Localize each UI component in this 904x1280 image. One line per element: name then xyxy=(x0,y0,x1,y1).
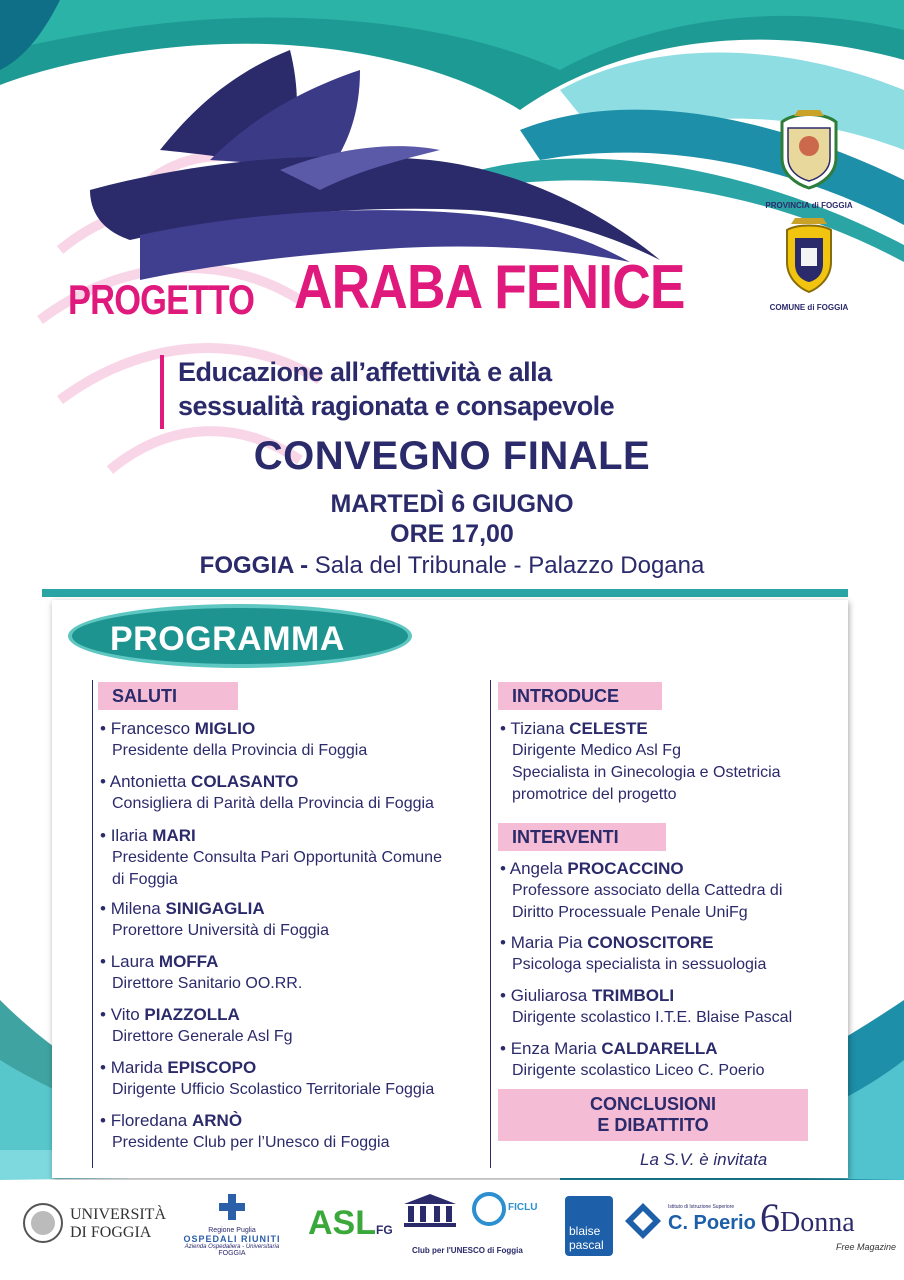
speaker-entry xyxy=(100,1004,475,1048)
speaker-first-name: Angela xyxy=(509,859,563,878)
ospedali-line-3: Azienda Ospedaliera - Universitaria xyxy=(184,1244,280,1250)
speaker-name: • Milena SINIGAGLIA xyxy=(100,899,265,918)
speaker-role: Direttore Generale Asl Fg xyxy=(112,1028,293,1045)
unifg-seal-icon xyxy=(22,1202,64,1244)
speaker-last-name: ARNÒ xyxy=(191,1111,243,1130)
speaker-entry xyxy=(100,951,475,995)
blaise-text-1: blaise xyxy=(569,1224,601,1238)
speaker-role: promotrice del progetto xyxy=(512,786,677,803)
speaker-role: di Foggia xyxy=(112,871,178,888)
speaker-name: • Antonietta COLASANTO xyxy=(100,772,299,791)
speaker-entry xyxy=(100,1057,475,1101)
speaker-entry xyxy=(100,771,475,815)
sponsor-footer xyxy=(0,1180,904,1280)
speaker-name: • Tiziana CELESTE xyxy=(500,719,648,738)
donna-text: Donna xyxy=(780,1207,855,1238)
speaker-role: Diritto Processuale Penale UniFg xyxy=(512,904,748,921)
speaker-name: • Giuliarosa TRIMBOLI xyxy=(500,986,675,1005)
speaker-last-name: PIAZZOLLA xyxy=(144,1005,240,1024)
conclusioni-box xyxy=(498,1089,808,1141)
speaker-first-name: Francesco xyxy=(110,719,191,738)
speaker-role: Professore associato della Cattedra di xyxy=(512,882,783,899)
speaker-entry xyxy=(500,718,875,806)
speaker-first-name: Antonietta xyxy=(109,772,187,791)
speaker-name: • Enza Maria CALDARELLA xyxy=(500,1039,718,1058)
unifg-name-2: DI FOGGIA xyxy=(70,1224,152,1241)
speaker-first-name: Vito xyxy=(110,1005,140,1024)
event-date: MARTEDÌ 6 GIUGNO xyxy=(330,490,574,518)
interventi-label: INTERVENTI xyxy=(498,823,666,851)
introduce-label: INTRODUCE xyxy=(498,682,662,710)
speaker-last-name: SINIGAGLIA xyxy=(165,899,265,918)
speaker-last-name: PROCACCINO xyxy=(567,859,684,878)
saluti-label: SALUTI xyxy=(98,682,238,710)
speaker-entry xyxy=(100,718,475,762)
ospedali-riuniti-logo xyxy=(172,1192,292,1257)
venue-city: FOGGIA - xyxy=(199,552,309,579)
unifg-name-1: UNIVERSITÀ xyxy=(70,1206,166,1223)
speaker-last-name: CALDARELLA xyxy=(601,1039,718,1058)
event-time: ORE 17,00 xyxy=(390,520,514,548)
speaker-entry xyxy=(500,1038,875,1082)
convegno-heading: CONVEGNO FINALE xyxy=(253,434,651,478)
ficlu-text: FICLU xyxy=(508,1202,538,1213)
speaker-role: Presidente della Provincia di Foggia xyxy=(112,742,368,759)
speaker-last-name: CONOSCITORE xyxy=(587,933,714,952)
blaise-pascal-logo xyxy=(565,1196,613,1256)
speaker-name: • Vito PIAZZOLLA xyxy=(100,1005,240,1024)
poerio-small-text: Istituto di Istruzione Superiore xyxy=(668,1204,735,1210)
speaker-first-name: Laura xyxy=(110,952,155,971)
speaker-last-name: COLASANTO xyxy=(191,772,299,791)
comune-caption: COMUNE di FOGGIA xyxy=(769,303,849,312)
ospedali-line-4: FOGGIA xyxy=(218,1250,246,1257)
speaker-last-name: MARI xyxy=(152,826,196,845)
speaker-last-name: TRIMBOLI xyxy=(591,986,675,1005)
provincia-caption: PROVINCIA di FOGGIA xyxy=(765,201,853,210)
speaker-entry xyxy=(500,985,875,1029)
speaker-first-name: Maria Pia xyxy=(510,933,583,952)
programma-label: PROGRAMMA xyxy=(110,620,345,658)
speaker-name: • Francesco MIGLIO xyxy=(100,719,256,738)
speaker-role: Dirigente scolastico Liceo C. Poerio xyxy=(512,1062,765,1079)
speaker-first-name: Floredana xyxy=(110,1111,188,1130)
asl-text: ASL xyxy=(308,1204,376,1242)
conclusioni-line-2: E DIBATTITO xyxy=(597,1115,709,1135)
speaker-entry xyxy=(500,858,875,924)
ficlu-icon xyxy=(472,1192,506,1226)
speaker-role: Dirigente Ufficio Scolastico Territoriale Foggia xyxy=(112,1081,435,1098)
speaker-name: • Laura MOFFA xyxy=(100,952,219,971)
speaker-role: Dirigente Medico Asl Fg xyxy=(512,742,681,759)
speaker-role: Prorettore Università di Foggia xyxy=(112,922,329,939)
programma-badge xyxy=(68,604,412,668)
poerio-text: C. Poerio xyxy=(668,1212,756,1234)
speaker-first-name: Giuliarosa xyxy=(510,986,588,1005)
title-araba-fenice: ARABA FENICE xyxy=(294,253,685,322)
speaker-entry xyxy=(100,825,475,891)
speaker-last-name: EPISCOPO xyxy=(167,1058,257,1077)
speaker-last-name: MIGLIO xyxy=(194,719,256,738)
speaker-name: • Ilaria MARI xyxy=(100,826,196,845)
unesco-caption: Club per l'UNESCO di Foggia xyxy=(412,1246,523,1255)
unesco-temple-icon xyxy=(400,1192,460,1228)
asl-fg-text: FG xyxy=(376,1223,393,1237)
comune-logo xyxy=(766,218,852,312)
speaker-entry xyxy=(100,898,475,942)
subtitle xyxy=(160,355,720,429)
speaker-role: Dirigente scolastico I.T.E. Blaise Pascal xyxy=(512,1009,793,1026)
comune-crest-icon xyxy=(781,218,837,296)
donna-6: 6 xyxy=(760,1195,780,1240)
title-progetto: PROGETTO xyxy=(68,276,255,323)
speaker-last-name: MOFFA xyxy=(158,952,219,971)
donna-sub: Free Magazine xyxy=(836,1242,897,1252)
conclusioni-line-1: CONCLUSIONI xyxy=(590,1094,716,1114)
6donna-logo xyxy=(760,1194,900,1252)
provincia-crest-icon xyxy=(774,108,844,194)
speaker-role: Consigliera di Parità della Provincia di Foggia xyxy=(112,795,434,812)
speaker-role: Presidente Consulta Pari Opportunità Comune xyxy=(112,849,442,866)
speaker-role: Direttore Sanitario OO.RR. xyxy=(112,975,303,992)
poerio-diamond-icon xyxy=(624,1202,662,1240)
ospedali-line-2: OSPEDALI RIUNITI xyxy=(183,1234,281,1244)
ospedali-cross-icon xyxy=(217,1192,247,1222)
ospedali-line-1: Regione Puglia xyxy=(208,1227,256,1234)
column-divider xyxy=(490,680,491,1168)
venue-place: Sala del Tribunale - Palazzo Dogana xyxy=(308,552,705,579)
speaker-entry xyxy=(500,932,875,976)
event-venue xyxy=(0,552,904,580)
speaker-name: • Floredana ARNÒ xyxy=(100,1111,243,1130)
speaker-role: Psicologa specialista in sessuologia xyxy=(512,956,767,973)
blaise-text-2: pascal xyxy=(569,1238,604,1252)
speaker-last-name: CELESTE xyxy=(569,719,648,738)
project-title xyxy=(68,240,768,330)
speaker-first-name: Ilaria xyxy=(110,826,148,845)
speaker-name: • Maria Pia CONOSCITORE xyxy=(500,933,714,952)
speaker-name: • Marida EPISCOPO xyxy=(100,1058,257,1077)
asl-logo xyxy=(308,1204,393,1243)
speaker-role: Presidente Club per l’Unesco di Foggia xyxy=(112,1134,390,1151)
speaker-role: Specialista in Ginecologia e Ostetricia xyxy=(512,764,781,781)
invitation-note: La S.V. è invitata xyxy=(640,1150,768,1169)
speaker-first-name: Enza Maria xyxy=(510,1039,597,1058)
subtitle-line-1: Educazione all’affettività e alla xyxy=(178,357,552,387)
speaker-first-name: Milena xyxy=(110,899,161,918)
subtitle-line-2: sessualità ragionata e consapevole xyxy=(178,391,615,421)
unesco-logo xyxy=(400,1192,550,1255)
left-rule xyxy=(92,680,93,1168)
speaker-first-name: Tiziana xyxy=(510,719,565,738)
provincia-logo xyxy=(764,108,854,210)
speaker-name: • Angela PROCACCINO xyxy=(500,859,684,878)
speaker-first-name: Marida xyxy=(110,1058,163,1077)
panel-top-bar xyxy=(42,589,848,597)
speaker-entry xyxy=(100,1110,475,1154)
